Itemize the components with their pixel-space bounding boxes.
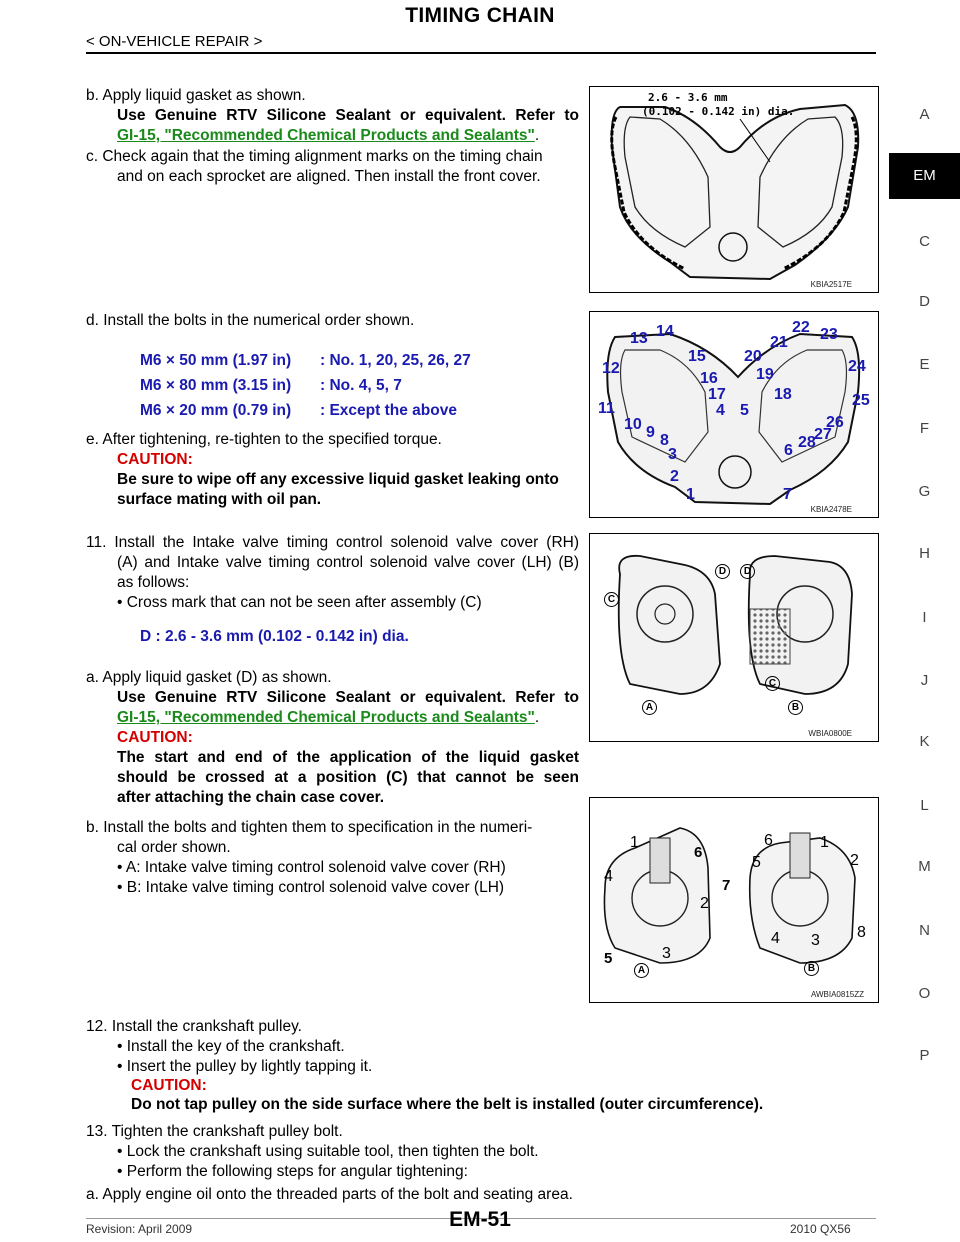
callout-c: C: [604, 592, 619, 607]
step-a2-instruction: Use Genuine RTV Silicone Sealant or equivalent. Refer to: [117, 689, 579, 706]
bolt-label: 15: [688, 348, 706, 365]
bolt-label: 25: [852, 392, 870, 409]
page-title: TIMING CHAIN: [405, 4, 555, 27]
step-c1: c. Check again that the timing alignment marks on the timing chain: [86, 148, 543, 165]
step-b1-instruction: Use Genuine RTV Silicone Sealant or equivalent. Refer to: [117, 107, 579, 124]
step-e1: e. After tightening, re-tighten to the specified torque.: [86, 431, 442, 448]
step-b1-ref: GI-15, "Recommended Chemical Products and Sealants".: [117, 127, 540, 144]
bolt-number: 4: [604, 868, 613, 885]
page-number: EM-51: [449, 1208, 511, 1231]
bolt-number: 3: [662, 945, 671, 962]
bolt-label: 23: [820, 326, 838, 343]
gasket-dia-label: 2.6 - 3.6 mm: [648, 91, 728, 104]
ref-link-gi15[interactable]: GI-15, "Recommended Chemical Products and Sealants": [117, 709, 535, 726]
bolt-label: 27: [814, 426, 832, 443]
bolt-label: 5: [740, 402, 749, 419]
figure-id: KBIA2478E: [810, 505, 852, 514]
side-tab-g[interactable]: G: [918, 483, 931, 500]
step-a3: a. Apply engine oil onto the threaded parts of the bolt and seating area.: [86, 1186, 573, 1203]
bolt-label: 4: [716, 402, 725, 419]
bolt-spec-size: M6 × 80 mm (3.15 in): [140, 377, 292, 394]
bolt-number: 3: [811, 932, 820, 949]
front-cover-gasket-figure: [589, 86, 879, 293]
step-b2-bullet: • A: Intake valve timing control solenoid valve cover (RH): [117, 859, 506, 876]
step-b2: b. Install the bolts and tighten them to specification in the numeri-: [86, 819, 533, 836]
solenoid-bolt-order-figure: [589, 797, 879, 1003]
bolt-label: 12: [602, 360, 620, 377]
bolt-label: 22: [792, 319, 810, 336]
side-tab-l[interactable]: L: [920, 797, 929, 814]
caution-text: surface mating with oil pan.: [117, 491, 322, 508]
caution-text: after attaching the chain case cover.: [117, 789, 385, 806]
side-tab-m[interactable]: M: [918, 858, 931, 875]
side-tab-c[interactable]: C: [919, 233, 930, 250]
step-12-bullet: • Install the key of the crankshaft.: [117, 1038, 345, 1055]
bolt-number: 2: [700, 895, 709, 912]
step-b2-cont: cal order shown.: [117, 839, 231, 856]
step-13: 13. Tighten the crankshaft pulley bolt.: [86, 1123, 343, 1140]
bolt-number: 6: [694, 844, 703, 861]
model-label: 2010 QX56: [790, 1222, 851, 1236]
bolt-number: 8: [857, 924, 866, 941]
figure-id: KBIA2517E: [810, 280, 852, 289]
step-12-bullet: • Insert the pulley by lightly tapping it.: [117, 1058, 373, 1075]
bolt-label: 7: [783, 486, 792, 503]
bolt-number: 6: [764, 832, 773, 849]
bolt-label: 3: [668, 446, 677, 463]
side-tab-i[interactable]: I: [922, 609, 927, 626]
caution-text: Do not tap pulley on the side surface where the belt is installed (outer circumference).: [131, 1096, 764, 1113]
side-tab-d[interactable]: D: [919, 293, 930, 310]
caution-text: The start and end of the application of the liquid gasket: [117, 749, 579, 766]
callout-a: A: [642, 700, 657, 715]
bolt-label: 10: [624, 416, 642, 433]
bolt-spec-nums: : No. 4, 5, 7: [320, 377, 402, 394]
bolt-label: 6: [784, 442, 793, 459]
bolt-number: 1: [820, 834, 829, 851]
step-11: 11. Install the Intake valve timing control solenoid valve cover (RH): [86, 534, 579, 551]
side-tab-h[interactable]: H: [919, 545, 930, 562]
side-tab-p[interactable]: P: [919, 1047, 930, 1064]
bolt-label: 20: [744, 348, 762, 365]
step-a2: a. Apply liquid gasket (D) as shown.: [86, 669, 332, 686]
ref-link-gi15[interactable]: GI-15, "Recommended Chemical Products and Sealants": [117, 127, 535, 144]
caution-label: CAUTION:: [131, 1077, 207, 1094]
bolt-spec-size: M6 × 50 mm (1.97 in): [140, 352, 292, 369]
bolt-spec-nums: : No. 1, 20, 25, 26, 27: [320, 352, 471, 369]
step-13-bullet: • Lock the crankshaft using suitable tool, then tighten the bolt.: [117, 1143, 539, 1160]
side-tab-em[interactable]: EM: [889, 153, 960, 199]
side-tab-f[interactable]: F: [919, 420, 930, 437]
side-tab-n[interactable]: N: [919, 922, 930, 939]
bolt-number: 4: [771, 930, 780, 947]
bolt-number: 1: [630, 834, 639, 851]
side-tab-j[interactable]: J: [920, 672, 929, 689]
side-tab-e[interactable]: E: [919, 356, 930, 373]
bolt-label: 26: [826, 414, 844, 431]
bolt-label: 14: [656, 323, 674, 340]
solenoid-cover-gasket-figure: [589, 533, 879, 742]
caution-text: should be crossed at a position (C) that cannot be seen: [117, 769, 579, 786]
caution-label: CAUTION:: [117, 451, 193, 468]
step-b1: b. Apply liquid gasket as shown.: [86, 87, 306, 104]
bolt-label: 8: [660, 432, 669, 449]
step-12: 12. Install the crankshaft pulley.: [86, 1018, 302, 1035]
bolt-label: 18: [774, 386, 792, 403]
bolt-label: 28: [798, 434, 816, 451]
step-13-bullet: • Perform the following steps for angular tightening:: [117, 1163, 468, 1180]
step-d1: d. Install the bolts in the numerical order shown.: [86, 312, 415, 329]
bolt-spec-nums: : Except the above: [320, 402, 457, 419]
bolt-label: 11: [598, 400, 615, 417]
bolt-number: 2: [850, 852, 859, 869]
side-tab-o[interactable]: O: [918, 985, 931, 1002]
bolt-label: 21: [770, 334, 788, 351]
step-11-cont: as follows:: [117, 574, 190, 591]
gasket-spec: D : 2.6 - 3.6 mm (0.102 - 0.142 in) dia.: [140, 628, 409, 645]
caution-text: Be sure to wipe off any excessive liquid gasket leaking onto: [117, 471, 559, 488]
callout-d: D: [740, 564, 755, 579]
gasket-dia-label: (0.102 - 0.142 in) dia.: [642, 105, 795, 118]
step-c1-cont: and on each sprocket are aligned. Then install the front cover.: [117, 168, 541, 185]
bolt-label: 2: [670, 468, 679, 485]
solenoid-cover-diagram: [590, 534, 878, 741]
callout-d: D: [715, 564, 730, 579]
figure-id: WBIA0800E: [808, 729, 852, 738]
section-label: < ON-VEHICLE REPAIR >: [86, 33, 263, 50]
callout-a: A: [634, 963, 649, 978]
caution-label: CAUTION:: [117, 729, 193, 746]
bolt-label: 24: [848, 358, 866, 375]
bolt-number: 5: [604, 950, 613, 967]
callout-c: C: [765, 676, 780, 691]
callout-b: B: [804, 961, 819, 976]
bolt-label: 1: [686, 486, 695, 503]
bolt-label: 9: [646, 424, 655, 441]
bolt-number: 7: [722, 877, 731, 894]
bolt-spec-size: M6 × 20 mm (0.79 in): [140, 402, 292, 419]
bolt-label: 13: [630, 330, 648, 347]
side-tab-k[interactable]: K: [919, 733, 930, 750]
callout-b: B: [788, 700, 803, 715]
bolt-label: 19: [756, 366, 774, 383]
step-11-bullet: • Cross mark that can not be seen after assembly (C): [117, 594, 482, 611]
step-b2-bullet: • B: Intake valve timing control solenoid valve cover (LH): [117, 879, 505, 896]
bolt-label: 17: [708, 386, 726, 403]
side-tab-a[interactable]: A: [919, 106, 930, 123]
bolt-number: 5: [752, 854, 761, 871]
revision-label: Revision: April 2009: [86, 1222, 193, 1236]
step-a2-ref: GI-15, "Recommended Chemical Products and Sealants".: [117, 709, 540, 726]
step-11-cont: (A) and Intake valve timing control solenoid valve cover (LH) (B): [117, 554, 579, 571]
header-rule: [86, 52, 876, 54]
bolt-label: 16: [700, 370, 718, 387]
figure-id: AWBIA0815ZZ: [810, 990, 864, 999]
